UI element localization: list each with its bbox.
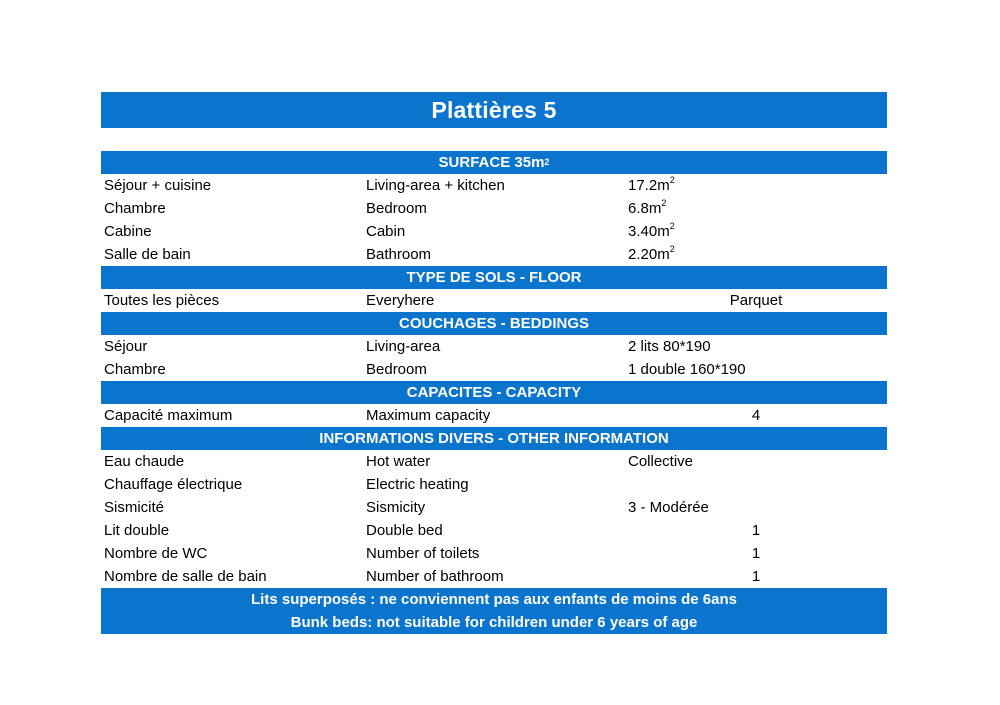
table-row — [101, 473, 887, 496]
label-french: Cabine — [104, 223, 152, 240]
section-header — [101, 381, 887, 404]
table-row — [101, 174, 887, 197]
value-text: 3.40m — [628, 223, 670, 240]
table-row — [101, 450, 887, 473]
label-french: Toutes les pièces — [104, 292, 220, 309]
label-english: Bedroom — [366, 200, 427, 217]
label-english: Bedroom — [366, 361, 427, 378]
value-text: 1 double 160*190 — [628, 361, 746, 378]
section-header — [101, 427, 887, 450]
value-cell — [625, 568, 887, 585]
value-text: 6.8m — [628, 200, 662, 217]
table-row — [101, 197, 887, 220]
section-header-label: CAPACITES - CAPACITY — [406, 384, 582, 401]
label-french: Séjour + cuisine — [104, 177, 212, 194]
section-header-label: SURFACE 35m — [438, 154, 545, 171]
label-french: Sismicité — [104, 499, 165, 516]
label-english: Maximum capacity — [366, 407, 491, 424]
value-cell — [625, 292, 887, 309]
label-french: Nombre de WC — [104, 545, 208, 562]
table-row — [101, 404, 887, 427]
table-row — [101, 289, 887, 312]
value-text: 3 - Modérée — [628, 499, 709, 516]
value-cell — [625, 522, 887, 539]
footer-note-fr: Lits superposés : ne conviennent pas aux enfants de moins de 6ans — [251, 591, 737, 608]
section-header-label: INFORMATIONS DIVERS - OTHER INFORMATION — [319, 430, 669, 447]
label-french: Chauffage électrique — [104, 476, 243, 493]
section-header — [101, 266, 887, 289]
value-text: Parquet — [729, 292, 783, 309]
label-english: Electric heating — [366, 476, 469, 493]
footer-note-en: Bunk beds: not suitable for children under 6 years of age — [290, 614, 698, 631]
section-header-label: COUCHAGES - BEDDINGS — [398, 315, 589, 332]
value-text: 17.2m — [628, 177, 670, 194]
value-text: 4 — [751, 407, 761, 424]
table-row — [101, 335, 887, 358]
footer-note — [101, 588, 887, 634]
value-superscript: 2 — [661, 198, 667, 208]
value-superscript: 2 — [669, 244, 675, 254]
sections-container — [101, 151, 887, 588]
table-row — [101, 496, 887, 519]
value-text: 2 lits 80*190 — [628, 338, 711, 355]
label-english: Double bed — [366, 522, 443, 539]
label-english: Hot water — [366, 453, 431, 470]
value-cell — [625, 246, 887, 263]
label-french: Séjour — [104, 338, 148, 355]
section-header — [101, 312, 887, 335]
section-header-label: TYPE DE SOLS - FLOOR — [406, 269, 582, 286]
label-french: Salle de bain — [104, 246, 191, 263]
value-cell — [625, 453, 887, 470]
table-row — [101, 243, 887, 266]
label-french: Eau chaude — [104, 453, 185, 470]
label-english: Bathroom — [366, 246, 432, 263]
table-row — [101, 220, 887, 243]
table-row — [101, 542, 887, 565]
value-cell — [625, 177, 887, 194]
value-cell — [625, 407, 887, 424]
value-cell — [625, 499, 887, 516]
label-english: Living-area — [366, 338, 441, 355]
property-sheet — [101, 92, 887, 634]
table-row — [101, 565, 887, 588]
table-row — [101, 519, 887, 542]
table-row — [101, 358, 887, 381]
label-english: Everyhere — [366, 292, 435, 309]
label-french: Capacité maximum — [104, 407, 233, 424]
value-text: 1 — [751, 568, 761, 585]
value-cell — [625, 545, 887, 562]
property-title: Plattières 5 — [101, 92, 887, 128]
value-superscript: 2 — [669, 175, 675, 185]
section-header: SURFACE 35m $^2$ — [101, 151, 887, 174]
label-english: Number of toilets — [366, 545, 480, 562]
spacer — [101, 128, 887, 151]
value-cell — [625, 338, 887, 355]
label-english: Living-area + kitchen — [366, 177, 505, 194]
value-text: 1 — [751, 522, 761, 539]
value-text: 1 — [751, 545, 761, 562]
label-french: Nombre de salle de bain — [104, 568, 267, 585]
value-cell — [625, 361, 887, 378]
value-superscript: 2 — [669, 221, 675, 231]
label-french: Chambre — [104, 200, 166, 217]
value-cell — [625, 223, 887, 240]
value-text: 2.20m — [628, 246, 670, 263]
label-french: Chambre — [104, 361, 166, 378]
label-english: Cabin — [366, 223, 406, 240]
value-cell — [625, 200, 887, 217]
label-english: Number of bathroom — [366, 568, 504, 585]
value-text: Collective — [628, 453, 694, 470]
label-french: Lit double — [104, 522, 170, 539]
label-english: Sismicity — [366, 499, 426, 516]
